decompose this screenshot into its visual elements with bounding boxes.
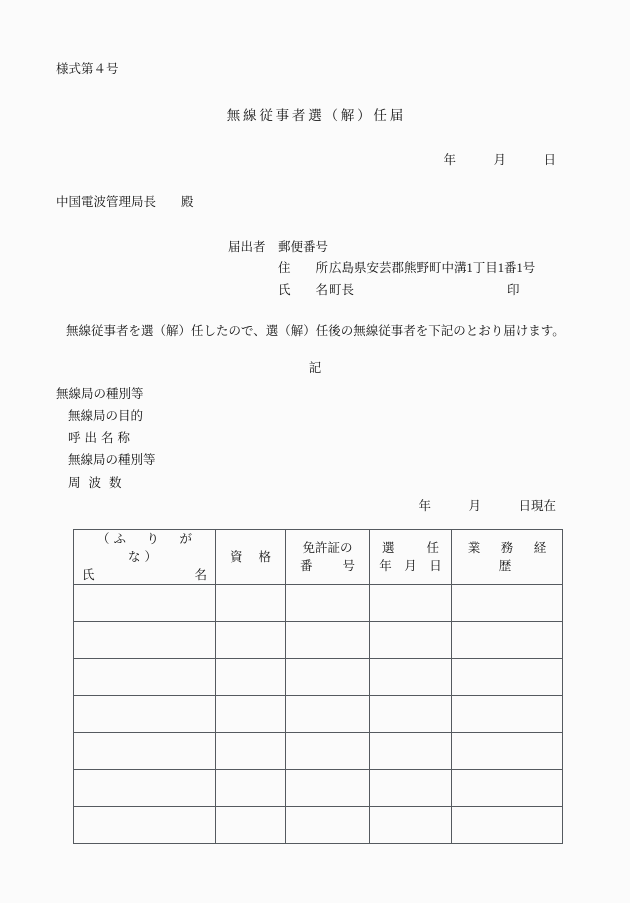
cell-name[interactable] xyxy=(74,733,216,770)
header-shimei-label: 氏 名 xyxy=(82,568,207,583)
table-row xyxy=(74,696,563,733)
cell-appointment-date[interactable] xyxy=(370,807,452,844)
table-row xyxy=(74,659,563,696)
submitter-name-label: 氏 名 xyxy=(278,283,329,297)
cell-qualification[interactable] xyxy=(216,659,286,696)
document-title: 無線従事者選（解）任届 xyxy=(226,108,407,123)
cell-experience[interactable] xyxy=(452,622,563,659)
header-experience-label: 業 務 経 歴 xyxy=(467,541,567,574)
header-license-line2: 番 号 xyxy=(300,559,355,574)
item-call-sign: 呼出名称 xyxy=(68,431,135,445)
header-cell-experience xyxy=(452,530,567,585)
header-qualification-label: 資 格 xyxy=(230,550,271,565)
header-license-line1: 免許証の xyxy=(302,541,353,556)
body-paragraph: 無線従事者を選（解）任したので、選（解）任後の無線従事者を下記のとおり届けます。 xyxy=(66,324,565,338)
cell-qualification[interactable] xyxy=(216,733,286,770)
cell-qualification[interactable] xyxy=(216,622,286,659)
header-appoint-line1: 選 任 xyxy=(382,541,439,556)
table-body xyxy=(74,585,563,844)
item-station-category-2: 無線局の種別等 xyxy=(68,453,156,467)
submitter-label: 届出者 xyxy=(228,240,266,254)
cell-license-number[interactable] xyxy=(286,696,370,733)
cell-license-number[interactable] xyxy=(286,622,370,659)
cell-experience[interactable] xyxy=(452,696,563,733)
addressee: 中国電波管理局長 殿 xyxy=(56,195,194,209)
table-row xyxy=(74,622,563,659)
ki-marker: 記 xyxy=(308,361,322,375)
cell-appointment-date[interactable] xyxy=(370,696,452,733)
header-appoint-line2: 年 月 日 xyxy=(379,559,442,574)
header-cell-appointment-date xyxy=(370,530,452,585)
submitter-name-value: 町長 xyxy=(329,283,355,297)
cell-appointment-date[interactable] xyxy=(370,659,452,696)
form-number: 様式第４号 xyxy=(56,62,119,76)
cell-appointment-date[interactable] xyxy=(370,733,452,770)
cell-license-number[interactable] xyxy=(286,659,370,696)
cell-license-number[interactable] xyxy=(286,807,370,844)
cell-experience[interactable] xyxy=(452,585,563,622)
cell-license-number[interactable] xyxy=(286,733,370,770)
cell-appointment-date[interactable] xyxy=(370,585,452,622)
table-row xyxy=(74,770,563,807)
cell-qualification[interactable] xyxy=(216,770,286,807)
seal-mark: 印 xyxy=(507,283,520,297)
submitter-address-value: 広島県安芸郡熊野町中溝1丁目1番1号 xyxy=(329,261,536,275)
cell-qualification[interactable] xyxy=(216,696,286,733)
cell-qualification[interactable] xyxy=(216,807,286,844)
table-header-row xyxy=(74,530,563,585)
item-station-purpose: 無線局の目的 xyxy=(68,409,144,423)
cell-experience[interactable] xyxy=(452,770,563,807)
cell-experience[interactable] xyxy=(452,659,563,696)
cell-name[interactable] xyxy=(74,770,216,807)
cell-experience[interactable] xyxy=(452,733,563,770)
item-station-category: 無線局の種別等 xyxy=(56,387,144,401)
item-frequency: 周波数 xyxy=(68,476,130,490)
cell-license-number[interactable] xyxy=(286,770,370,807)
title-date-line: 年 月 日 xyxy=(443,153,556,167)
cell-qualification[interactable] xyxy=(216,585,286,622)
cell-experience[interactable] xyxy=(452,807,563,844)
table-row xyxy=(74,585,563,622)
table-row xyxy=(74,733,563,770)
cell-license-number[interactable] xyxy=(286,585,370,622)
submitter-zip-label: 郵便番号 xyxy=(278,240,329,254)
cell-name[interactable] xyxy=(74,696,216,733)
header-cell-qualification xyxy=(216,530,286,585)
cell-name[interactable] xyxy=(74,807,216,844)
header-cell-license-number xyxy=(286,530,370,585)
table-row xyxy=(74,807,563,844)
cell-name[interactable] xyxy=(74,659,216,696)
header-cell-name xyxy=(74,530,216,585)
cell-appointment-date[interactable] xyxy=(370,770,452,807)
operator-table xyxy=(73,529,567,844)
cell-appointment-date[interactable] xyxy=(370,622,452,659)
as-of-date-line: 年 月 日現在 xyxy=(418,499,556,513)
cell-name[interactable] xyxy=(74,585,216,622)
header-furigana-label: （ふ り が な） xyxy=(96,532,213,565)
cell-name[interactable] xyxy=(74,622,216,659)
submitter-address-label: 住 所 xyxy=(278,261,329,275)
